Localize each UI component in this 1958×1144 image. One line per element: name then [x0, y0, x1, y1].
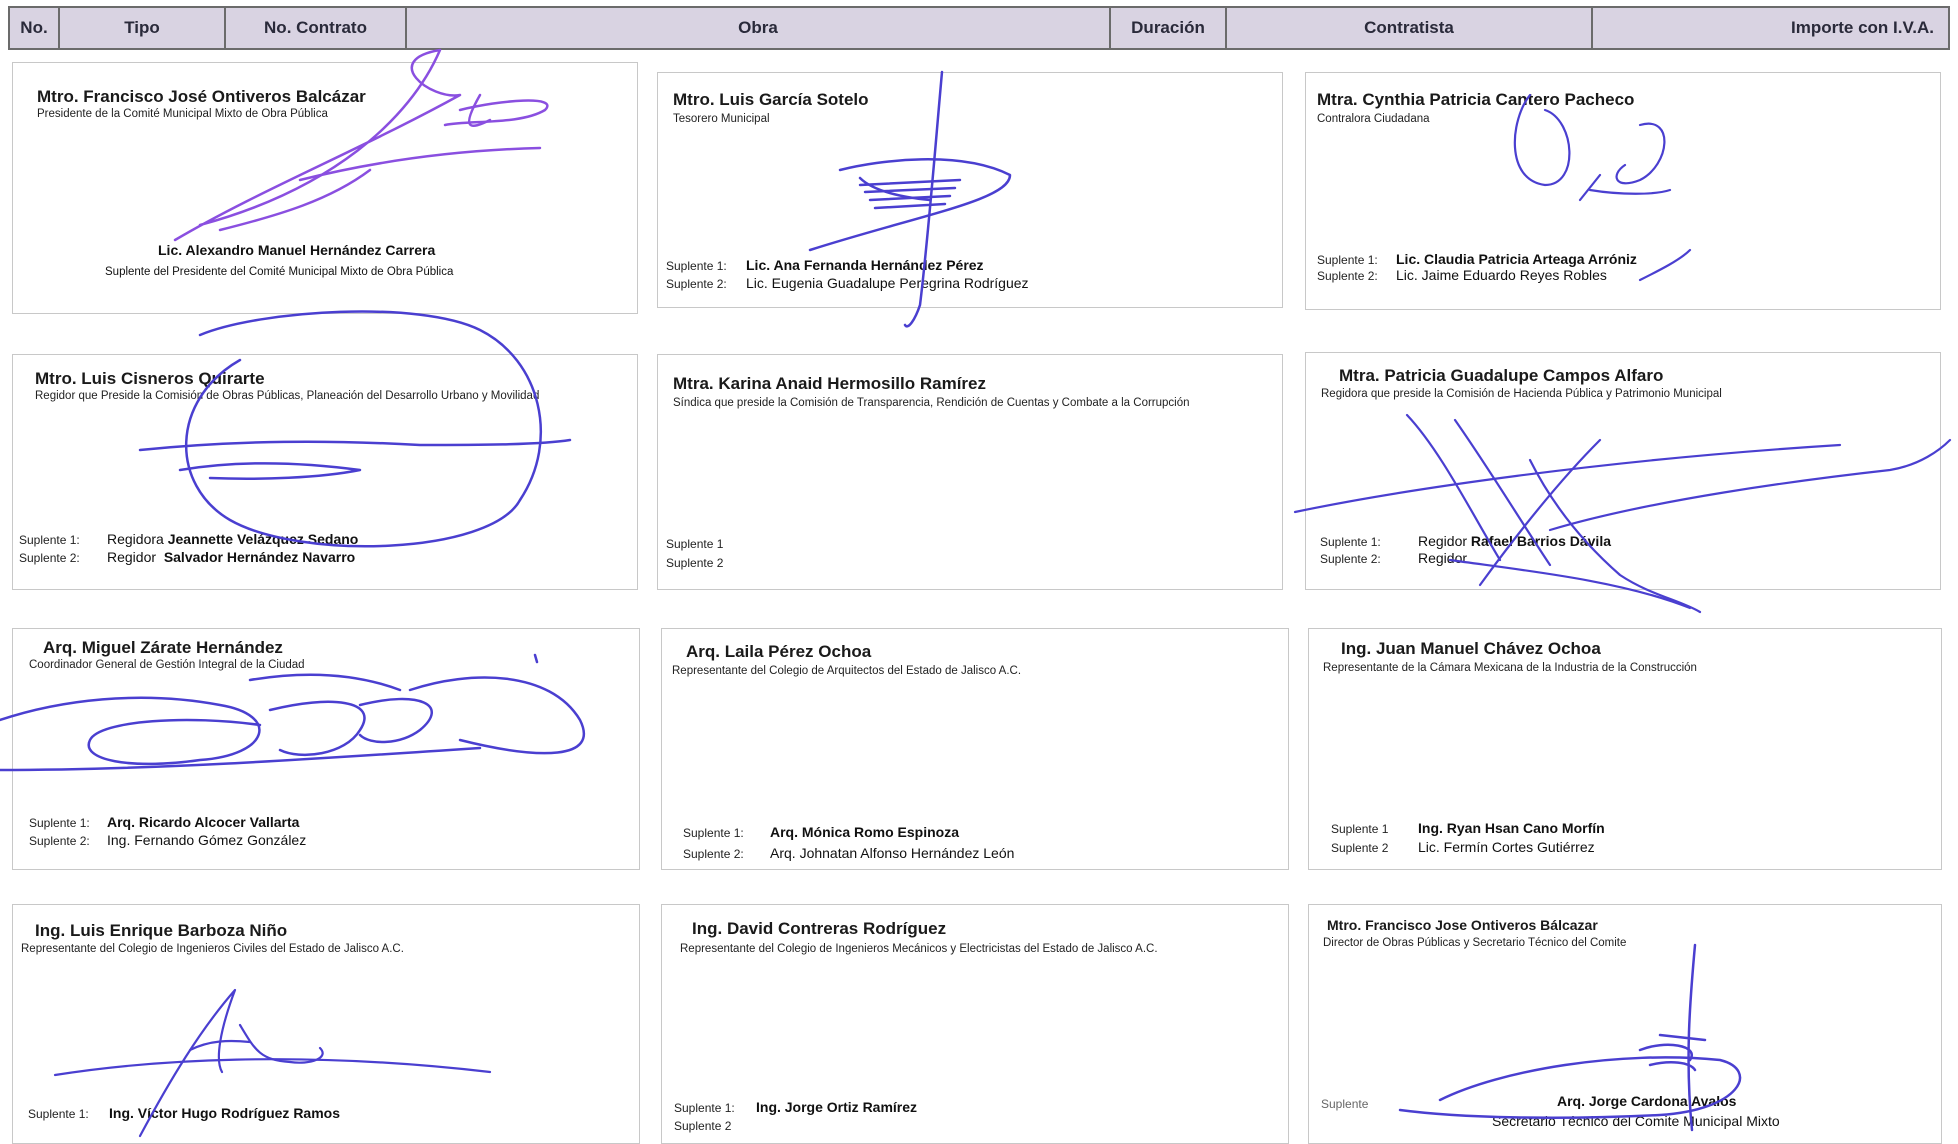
signature-card-president — [12, 62, 638, 314]
col-importe: Importe con I.V.A. — [1791, 18, 1934, 37]
signature-card-colegio-ingenieros-civiles — [12, 904, 640, 1144]
col-tipo: Tipo — [60, 8, 226, 48]
substitute-1-prefix: Regidor — [1418, 533, 1468, 549]
signature-card-coordinador — [12, 628, 640, 870]
signature-card-director-obras — [1308, 904, 1942, 1144]
substitute-2-prefix: Regidor — [1418, 550, 1468, 566]
substitute-1-name: Rafael Barrios Dávila — [1470, 533, 1611, 549]
substitute-2-name: Lic. Jaime Eduardo Reyes Robles — [1396, 267, 1607, 283]
member-name: Mtra. Cynthia Patricia Cantero Pacheco — [1317, 90, 1635, 109]
substitute-1-label: Suplente 1: — [29, 816, 90, 830]
col-contratista: Contratista — [1227, 8, 1593, 48]
member-name: Ing. David Contreras Rodríguez — [692, 919, 947, 938]
member-role: Representante de la Cámara Mexicana de la Industria de la Construcción — [1323, 662, 1697, 674]
substitute-1-label: Suplente 1: — [1317, 253, 1378, 267]
substitute-1-label: Suplente 1: — [683, 826, 744, 840]
member-name: Mtra. Karina Anaid Hermosillo Ramírez — [673, 374, 987, 393]
col-obra: Obra — [407, 8, 1111, 48]
substitute-1-name: Lic. Claudia Patricia Arteaga Arróniz — [1396, 251, 1637, 267]
substitute-2-label: Suplente 2: — [29, 834, 90, 848]
member-name: Mtro. Francisco Jose Ontiveros Bálcazar — [1327, 917, 1598, 933]
substitute-1-name: Lic. Ana Fernanda Hernández Pérez — [746, 257, 984, 273]
member-role: Representante del Colegio de Ingenieros Civiles del Estado de Jalisco A.C. — [21, 943, 404, 955]
substitute-1-name: Arq. Ricardo Alcocer Vallarta — [107, 814, 300, 830]
signature-card-camara-construccion — [1308, 628, 1942, 870]
signature-card-sindica — [657, 354, 1283, 590]
substitute-1-label: Suplente 1: — [666, 259, 727, 273]
substitute-label: Suplente — [1321, 1097, 1369, 1111]
substitute-2-label: Suplente 2 — [1331, 841, 1389, 855]
substitute-1-line — [1418, 533, 1611, 549]
substitute-2-name: Ing. Fernando Gómez González — [107, 832, 307, 848]
substitute-2-label: Suplente 2: — [1317, 269, 1378, 283]
substitute-1-name: Ing. Víctor Hugo Rodríguez Ramos — [109, 1105, 341, 1121]
signature-card-tesorero — [657, 72, 1283, 308]
substitute-1-line — [107, 531, 358, 547]
member-name: Mtro. Francisco José Ontiveros Balcázar — [37, 87, 366, 106]
substitute-1-label: Suplente 1 — [666, 537, 724, 551]
substitute-1-prefix: Regidora — [107, 531, 164, 547]
substitute-1-name: Ing. Jorge Ortiz Ramírez — [756, 1099, 918, 1115]
signature-card-contralora — [1305, 72, 1941, 310]
member-role: Regidora que preside la Comisión de Hacienda Pública y Patrimonio Municipal — [1321, 388, 1722, 400]
col-no: No. — [10, 8, 60, 48]
member-name: Mtro. Luis García Sotelo — [673, 90, 869, 109]
substitute-2-label: Suplente 2: — [1320, 552, 1381, 566]
substitute-name: Lic. Alexandro Manuel Hernández Carrera — [158, 242, 436, 258]
substitute-2-label: Suplente 2 — [666, 556, 724, 570]
member-role: Regidor que Preside la Comisión de Obras Públicas, Planeación del Desarrollo Urbano y Movilidad — [35, 390, 540, 402]
member-name: Mtro. Luis Cisneros Quirarte — [35, 369, 265, 388]
substitute-1-label: Suplente 1: — [1320, 535, 1381, 549]
member-name: Ing. Juan Manuel Chávez Ochoa — [1341, 639, 1601, 658]
member-role: Representante del Colegio de Arquitectos del Estado de Jalisco A.C. — [672, 665, 1022, 677]
signature-card-regidora-hacienda — [1305, 352, 1941, 590]
signature-card-colegio-ingenieros-mecanicos — [661, 904, 1289, 1144]
member-name: Arq. Miguel Zárate Hernández — [43, 638, 283, 657]
member-name: Ing. Luis Enrique Barboza Niño — [35, 921, 288, 940]
substitute-2-line — [107, 549, 355, 565]
substitute-2-name: Salvador Hernández Navarro — [163, 549, 356, 565]
signature-card-regidor-obras — [12, 354, 638, 590]
col-no-contrato: No. Contrato — [226, 8, 407, 48]
substitute-2-name: Arq. Johnatan Alfonso Hernández León — [770, 845, 1015, 861]
substitute-1-label: Suplente 1: — [674, 1101, 735, 1115]
substitute-2-label: Suplente 2: — [666, 277, 727, 291]
member-role: Síndica que preside la Comisión de Transparencia, Rendición de Cuentas y Combate a la Corrupción — [673, 397, 1190, 409]
substitute-2-label: Suplente 2 — [674, 1119, 732, 1133]
member-name: Mtra. Patricia Guadalupe Campos Alfaro — [1339, 366, 1664, 385]
substitute-1-label: Suplente 1 — [1331, 822, 1389, 836]
member-role: Director de Obras Públicas y Secretario Técnico del Comite — [1323, 937, 1627, 949]
substitute-name: Arq. Jorge Cardona Avalos — [1557, 1093, 1737, 1109]
member-role: Representante del Colegio de Ingenieros Mecánicos y Electricistas del Estado de Jalisco A.C. — [680, 943, 1158, 955]
signature-card-colegio-arquitectos — [661, 628, 1289, 870]
substitute-1-name: Jeannette Velázquez Sedano — [167, 531, 359, 547]
substitute-1-label: Suplente 1: — [28, 1107, 89, 1121]
substitute-role: Secretario Técnico del Comite Municipal Mixto — [1492, 1113, 1780, 1129]
substitute-2-name: Lic. Eugenia Guadalupe Peregrina Rodríguez — [746, 275, 1029, 291]
member-role: Contralora Ciudadana — [1317, 113, 1430, 125]
member-name: Arq. Laila Pérez Ochoa — [686, 642, 872, 661]
contracts-table-header — [8, 6, 1950, 50]
substitute-2-label: Suplente 2: — [683, 847, 744, 861]
substitute-2-name: Lic. Fermín Cortes Gutiérrez — [1418, 839, 1595, 855]
substitute-role: Suplente del Presidente del Comité Municipal Mixto de Obra Pública — [105, 266, 454, 278]
substitute-1-label: Suplente 1: — [19, 533, 80, 547]
substitute-2-label: Suplente 2: — [19, 551, 80, 565]
member-role: Presidente de la Comité Municipal Mixto de Obra Pública — [37, 108, 328, 120]
substitute-1-name: Arq. Mónica Romo Espinoza — [770, 824, 960, 840]
col-duracion: Duración — [1111, 8, 1227, 48]
substitute-2-prefix: Regidor — [107, 549, 157, 565]
member-role: Tesorero Municipal — [673, 113, 770, 125]
member-role: Coordinador General de Gestión Integral de la Ciudad — [29, 659, 305, 671]
substitute-1-name: Ing. Ryan Hsan Cano Morfín — [1418, 820, 1605, 836]
